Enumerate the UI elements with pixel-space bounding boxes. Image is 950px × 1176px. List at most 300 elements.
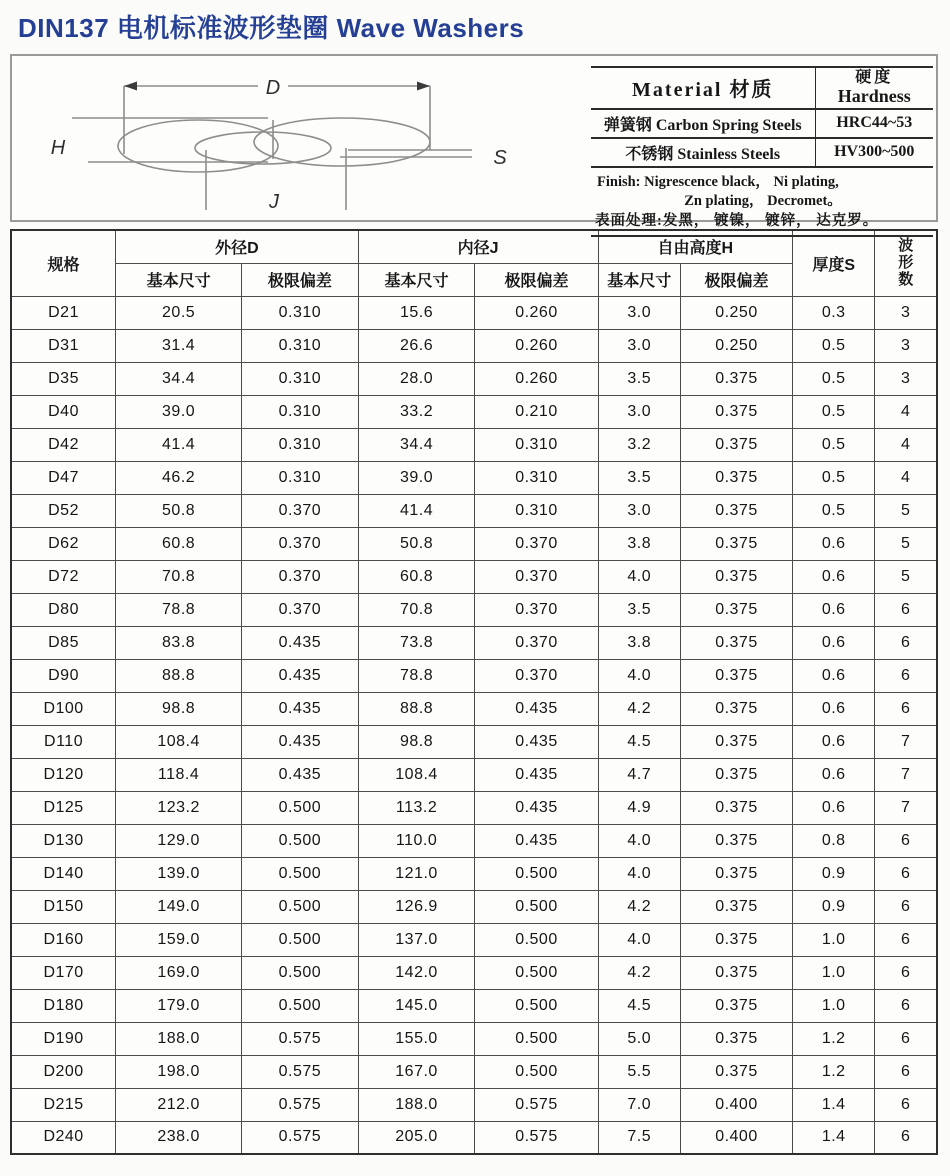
table-row <box>11 1121 937 1154</box>
value-cell: 39.0 <box>358 461 475 494</box>
value-cell: 0.575 <box>475 1088 598 1121</box>
value-cell: 0.500 <box>475 923 598 956</box>
value-cell: 0.575 <box>242 1022 359 1055</box>
value-cell: 0.8 <box>792 824 874 857</box>
value-cell: 121.0 <box>358 857 475 890</box>
value-cell: 0.370 <box>475 560 598 593</box>
value-cell: 0.6 <box>792 758 874 791</box>
value-cell: 6 <box>875 626 937 659</box>
value-cell: 15.6 <box>358 296 475 329</box>
table-row <box>11 1055 937 1088</box>
dim-label-j: J <box>269 191 279 213</box>
hardness-value: HV300~500 <box>815 138 933 167</box>
value-cell: 6 <box>875 1121 937 1154</box>
value-cell: 0.6 <box>792 725 874 758</box>
table-row <box>11 494 937 527</box>
spec-cell: D90 <box>11 659 116 692</box>
value-cell: 0.500 <box>475 956 598 989</box>
value-cell: 0.375 <box>680 626 792 659</box>
colgroup-outer-diameter: 外径D <box>116 230 359 263</box>
value-cell: 3.5 <box>598 461 680 494</box>
spec-cell: D62 <box>11 527 116 560</box>
value-cell: 5.5 <box>598 1055 680 1088</box>
value-cell: 98.8 <box>358 725 475 758</box>
value-cell: 108.4 <box>116 725 242 758</box>
value-cell: 0.210 <box>475 395 598 428</box>
spec-table-header <box>11 230 937 296</box>
value-cell: 188.0 <box>358 1088 475 1121</box>
material-name: 不锈钢 Stainless Steels <box>591 138 815 167</box>
value-cell: 3.0 <box>598 296 680 329</box>
value-cell: 0.5 <box>792 461 874 494</box>
spec-table-body <box>11 296 937 1154</box>
value-cell: 0.375 <box>680 395 792 428</box>
spec-cell: D85 <box>11 626 116 659</box>
value-cell: 0.375 <box>680 428 792 461</box>
page-title: DIN137 电机标准波形垫圈 Wave Washers <box>18 13 525 43</box>
value-cell: 0.500 <box>475 890 598 923</box>
value-cell: 212.0 <box>116 1088 242 1121</box>
hardness-header-cn: 硬度 <box>855 69 894 86</box>
value-cell: 6 <box>875 824 937 857</box>
spec-cell: D72 <box>11 560 116 593</box>
value-cell: 6 <box>875 989 937 1022</box>
value-cell: 0.6 <box>792 593 874 626</box>
value-cell: 31.4 <box>116 329 242 362</box>
value-cell: 60.8 <box>116 527 242 560</box>
value-cell: 6 <box>875 1088 937 1121</box>
value-cell: 78.8 <box>116 593 242 626</box>
value-cell: 5.0 <box>598 1022 680 1055</box>
value-cell: 0.375 <box>680 494 792 527</box>
value-cell: 4 <box>875 461 937 494</box>
value-cell: 0.370 <box>242 527 359 560</box>
value-cell: 60.8 <box>358 560 475 593</box>
value-cell: 78.8 <box>358 659 475 692</box>
value-cell: 126.9 <box>358 890 475 923</box>
hardness-header <box>815 67 933 109</box>
value-cell: 0.375 <box>680 659 792 692</box>
value-cell: 83.8 <box>116 626 242 659</box>
value-cell: 3.5 <box>598 362 680 395</box>
value-cell: 0.250 <box>680 329 792 362</box>
col-height-deviation: 极限偏差 <box>680 263 792 296</box>
spec-cell: D140 <box>11 857 116 890</box>
value-cell: 0.6 <box>792 626 874 659</box>
value-cell: 0.370 <box>475 527 598 560</box>
value-cell: 6 <box>875 923 937 956</box>
value-cell: 0.370 <box>242 560 359 593</box>
value-cell: 137.0 <box>358 923 475 956</box>
value-cell: 0.6 <box>792 560 874 593</box>
value-cell: 0.260 <box>475 329 598 362</box>
value-cell: 0.435 <box>242 659 359 692</box>
value-cell: 3.0 <box>598 329 680 362</box>
table-row <box>11 890 937 923</box>
colgroup-inner-diameter: 内径J <box>358 230 598 263</box>
value-cell: 88.8 <box>358 692 475 725</box>
spec-cell: D125 <box>11 791 116 824</box>
value-cell: 0.5 <box>792 329 874 362</box>
overview-panel <box>10 54 938 229</box>
finish-line-1 <box>595 173 931 193</box>
value-cell: 6 <box>875 1055 937 1088</box>
value-cell: 0.575 <box>242 1055 359 1088</box>
value-cell: 0.370 <box>475 626 598 659</box>
value-cell: 0.575 <box>242 1121 359 1154</box>
value-cell: 0.310 <box>475 428 598 461</box>
value-cell: 4.7 <box>598 758 680 791</box>
value-cell: 1.4 <box>792 1088 874 1121</box>
value-cell: 0.375 <box>680 1055 792 1088</box>
value-cell: 139.0 <box>116 857 242 890</box>
value-cell: 0.6 <box>792 527 874 560</box>
value-cell: 50.8 <box>358 527 475 560</box>
table-row <box>11 1022 937 1055</box>
value-cell: 1.0 <box>792 956 874 989</box>
value-cell: 0.375 <box>680 857 792 890</box>
value-cell: 0.375 <box>680 758 792 791</box>
value-cell: 3 <box>875 329 937 362</box>
value-cell: 0.500 <box>242 791 359 824</box>
value-cell: 0.400 <box>680 1088 792 1121</box>
value-cell: 0.5 <box>792 494 874 527</box>
value-cell: 129.0 <box>116 824 242 857</box>
material-row-stainless-steel <box>591 138 933 167</box>
value-cell: 1.2 <box>792 1022 874 1055</box>
value-cell: 98.8 <box>116 692 242 725</box>
wave-count-char-2: 形 <box>898 253 914 271</box>
value-cell: 4.0 <box>598 659 680 692</box>
value-cell: 110.0 <box>358 824 475 857</box>
value-cell: 0.435 <box>475 692 598 725</box>
value-cell: 70.8 <box>116 560 242 593</box>
value-cell: 4 <box>875 428 937 461</box>
value-cell: 3 <box>875 296 937 329</box>
table-row <box>11 758 937 791</box>
value-cell: 7 <box>875 725 937 758</box>
value-cell: 6 <box>875 692 937 725</box>
spec-cell: D215 <box>11 1088 116 1121</box>
table-row <box>11 923 937 956</box>
value-cell: 0.375 <box>680 890 792 923</box>
spec-cell: D240 <box>11 1121 116 1154</box>
value-cell: 0.375 <box>680 725 792 758</box>
col-spec: 规格 <box>11 230 116 296</box>
material-panel <box>591 66 933 237</box>
value-cell: 28.0 <box>358 362 475 395</box>
value-cell: 0.375 <box>680 1022 792 1055</box>
value-cell: 169.0 <box>116 956 242 989</box>
value-cell: 0.375 <box>680 692 792 725</box>
value-cell: 0.310 <box>242 329 359 362</box>
table-row <box>11 857 937 890</box>
value-cell: 4.0 <box>598 824 680 857</box>
value-cell: 0.435 <box>242 626 359 659</box>
value-cell: 0.6 <box>792 791 874 824</box>
value-cell: 0.5 <box>792 362 874 395</box>
spec-cell: D35 <box>11 362 116 395</box>
value-cell: 188.0 <box>116 1022 242 1055</box>
value-cell: 0.375 <box>680 593 792 626</box>
value-cell: 6 <box>875 593 937 626</box>
value-cell: 4.0 <box>598 923 680 956</box>
value-cell: 4.5 <box>598 725 680 758</box>
table-row <box>11 395 937 428</box>
value-cell: 0.310 <box>475 494 598 527</box>
value-cell: 6 <box>875 1022 937 1055</box>
value-cell: 3.8 <box>598 626 680 659</box>
value-cell: 0.435 <box>475 824 598 857</box>
value-cell: 0.310 <box>242 461 359 494</box>
value-cell: 46.2 <box>116 461 242 494</box>
value-cell: 0.5 <box>792 395 874 428</box>
value-cell: 0.500 <box>475 1055 598 1088</box>
table-row <box>11 296 937 329</box>
value-cell: 142.0 <box>358 956 475 989</box>
value-cell: 0.500 <box>475 989 598 1022</box>
value-cell: 6 <box>875 956 937 989</box>
value-cell: 0.310 <box>242 428 359 461</box>
material-name: 弹簧钢 Carbon Spring Steels <box>591 109 815 138</box>
col-inner-basic: 基本尺寸 <box>358 263 475 296</box>
value-cell: 0.500 <box>475 857 598 890</box>
material-table <box>591 66 933 168</box>
value-cell: 4.2 <box>598 692 680 725</box>
value-cell: 0.500 <box>242 923 359 956</box>
value-cell: 0.370 <box>475 659 598 692</box>
value-cell: 34.4 <box>116 362 242 395</box>
spec-cell: D110 <box>11 725 116 758</box>
spec-cell: D40 <box>11 395 116 428</box>
material-header: Material 材质 <box>591 67 815 109</box>
value-cell: 33.2 <box>358 395 475 428</box>
value-cell: 0.375 <box>680 791 792 824</box>
value-cell: 0.9 <box>792 890 874 923</box>
value-cell: 198.0 <box>116 1055 242 1088</box>
value-cell: 0.435 <box>242 692 359 725</box>
value-cell: 3.0 <box>598 494 680 527</box>
value-cell: 70.8 <box>358 593 475 626</box>
value-cell: 0.500 <box>242 989 359 1022</box>
wave-count-char-3: 数 <box>898 270 914 288</box>
spec-cell: D80 <box>11 593 116 626</box>
table-row <box>11 659 937 692</box>
value-cell: 0.500 <box>475 1022 598 1055</box>
value-cell: 149.0 <box>116 890 242 923</box>
value-cell: 4.0 <box>598 560 680 593</box>
value-cell: 0.435 <box>475 791 598 824</box>
finish-label: Finish: <box>597 173 641 190</box>
value-cell: 4.0 <box>598 857 680 890</box>
table-row <box>11 791 937 824</box>
dim-label-h: H <box>50 137 66 159</box>
value-cell: 145.0 <box>358 989 475 1022</box>
value-cell: 39.0 <box>116 395 242 428</box>
value-cell: 0.6 <box>792 692 874 725</box>
value-cell: 3 <box>875 362 937 395</box>
value-cell: 6 <box>875 857 937 890</box>
value-cell: 1.0 <box>792 989 874 1022</box>
value-cell: 0.435 <box>242 758 359 791</box>
hardness-value: HRC44~53 <box>815 109 933 138</box>
value-cell: 0.375 <box>680 362 792 395</box>
page <box>0 8 950 1176</box>
spec-cell: D130 <box>11 824 116 857</box>
value-cell: 123.2 <box>116 791 242 824</box>
value-cell: 0.375 <box>680 461 792 494</box>
value-cell: 0.375 <box>680 989 792 1022</box>
value-cell: 0.310 <box>475 461 598 494</box>
col-outer-deviation: 极限偏差 <box>242 263 359 296</box>
value-cell: 4.5 <box>598 989 680 1022</box>
spec-cell: D42 <box>11 428 116 461</box>
value-cell: 5 <box>875 494 937 527</box>
value-cell: 1.0 <box>792 923 874 956</box>
value-cell: 113.2 <box>358 791 475 824</box>
value-cell: 0.310 <box>242 362 359 395</box>
value-cell: 159.0 <box>116 923 242 956</box>
value-cell: 0.375 <box>680 560 792 593</box>
spec-cell: D170 <box>11 956 116 989</box>
value-cell: 0.5 <box>792 428 874 461</box>
value-cell: 238.0 <box>116 1121 242 1154</box>
value-cell: 26.6 <box>358 329 475 362</box>
value-cell: 0.500 <box>242 857 359 890</box>
wave-washer-diagram <box>20 58 595 218</box>
table-row <box>11 527 937 560</box>
colgroup-free-height: 自由高度H <box>598 230 792 263</box>
value-cell: 179.0 <box>116 989 242 1022</box>
col-wave-count <box>875 230 937 296</box>
value-cell: 6 <box>875 659 937 692</box>
table-row <box>11 626 937 659</box>
wave-count-char-1: 波 <box>898 237 914 255</box>
value-cell: 0.260 <box>475 362 598 395</box>
col-height-basic: 基本尺寸 <box>598 263 680 296</box>
value-cell: 0.375 <box>680 527 792 560</box>
value-cell: 0.500 <box>242 824 359 857</box>
spec-cell: D47 <box>11 461 116 494</box>
value-cell: 0.500 <box>242 890 359 923</box>
table-row <box>11 329 937 362</box>
value-cell: 4.2 <box>598 890 680 923</box>
spec-cell: D190 <box>11 1022 116 1055</box>
table-row <box>11 593 937 626</box>
col-thickness: 厚度S <box>792 230 874 296</box>
material-header-row <box>591 67 933 109</box>
table-row <box>11 725 937 758</box>
value-cell: 0.3 <box>792 296 874 329</box>
table-row <box>11 956 937 989</box>
value-cell: 0.375 <box>680 824 792 857</box>
table-row <box>11 1088 937 1121</box>
table-row <box>11 824 937 857</box>
spec-table <box>10 229 938 1155</box>
spec-cell: D200 <box>11 1055 116 1088</box>
table-row <box>11 362 937 395</box>
value-cell: 4.9 <box>598 791 680 824</box>
value-cell: 0.370 <box>475 593 598 626</box>
value-cell: 3.8 <box>598 527 680 560</box>
finish-line-1-text: Nigrescence black， Ni plating, <box>644 173 839 190</box>
value-cell: 0.575 <box>475 1121 598 1154</box>
col-inner-deviation: 极限偏差 <box>475 263 598 296</box>
value-cell: 0.500 <box>242 956 359 989</box>
value-cell: 0.375 <box>680 956 792 989</box>
value-cell: 41.4 <box>116 428 242 461</box>
value-cell: 0.370 <box>242 593 359 626</box>
value-cell: 50.8 <box>116 494 242 527</box>
value-cell: 118.4 <box>116 758 242 791</box>
value-cell: 167.0 <box>358 1055 475 1088</box>
value-cell: 3.2 <box>598 428 680 461</box>
value-cell: 155.0 <box>358 1022 475 1055</box>
value-cell: 7.0 <box>598 1088 680 1121</box>
value-cell: 0.370 <box>242 494 359 527</box>
value-cell: 3.5 <box>598 593 680 626</box>
spec-cell: D21 <box>11 296 116 329</box>
value-cell: 73.8 <box>358 626 475 659</box>
value-cell: 0.435 <box>242 725 359 758</box>
value-cell: 7 <box>875 791 937 824</box>
value-cell: 3.0 <box>598 395 680 428</box>
value-cell: 1.2 <box>792 1055 874 1088</box>
spec-cell: D31 <box>11 329 116 362</box>
value-cell: 88.8 <box>116 659 242 692</box>
material-row-spring-steel <box>591 109 933 138</box>
spec-cell: D150 <box>11 890 116 923</box>
wave-washer-drawing <box>20 58 595 218</box>
table-row <box>11 428 937 461</box>
value-cell: 5 <box>875 527 937 560</box>
hardness-header-en: Hardness <box>837 85 911 106</box>
finish-note <box>591 168 933 238</box>
spec-cell: D120 <box>11 758 116 791</box>
value-cell: 108.4 <box>358 758 475 791</box>
value-cell: 0.250 <box>680 296 792 329</box>
col-outer-basic: 基本尺寸 <box>116 263 242 296</box>
value-cell: 34.4 <box>358 428 475 461</box>
dim-label-d: D <box>265 77 281 99</box>
value-cell: 4 <box>875 395 937 428</box>
value-cell: 0.435 <box>475 758 598 791</box>
table-row <box>11 560 937 593</box>
value-cell: 1.4 <box>792 1121 874 1154</box>
value-cell: 7.5 <box>598 1121 680 1154</box>
value-cell: 0.375 <box>680 923 792 956</box>
spec-cell: D160 <box>11 923 116 956</box>
value-cell: 7 <box>875 758 937 791</box>
value-cell: 0.9 <box>792 857 874 890</box>
spec-cell: D180 <box>11 989 116 1022</box>
table-row <box>11 461 937 494</box>
dim-label-s: S <box>493 147 507 169</box>
value-cell: 0.260 <box>475 296 598 329</box>
value-cell: 0.575 <box>242 1088 359 1121</box>
finish-line-2: Zn plating， Decromet。 <box>684 193 842 210</box>
value-cell: 20.5 <box>116 296 242 329</box>
value-cell: 0.435 <box>475 725 598 758</box>
spec-cell: D52 <box>11 494 116 527</box>
value-cell: 0.310 <box>242 296 359 329</box>
table-row <box>11 692 937 725</box>
value-cell: 205.0 <box>358 1121 475 1154</box>
value-cell: 0.400 <box>680 1121 792 1154</box>
value-cell: 0.6 <box>792 659 874 692</box>
value-cell: 0.310 <box>242 395 359 428</box>
finish-line-3: 表面处理:发黑， 镀镍， 镀锌， 达克罗。 <box>595 212 879 229</box>
